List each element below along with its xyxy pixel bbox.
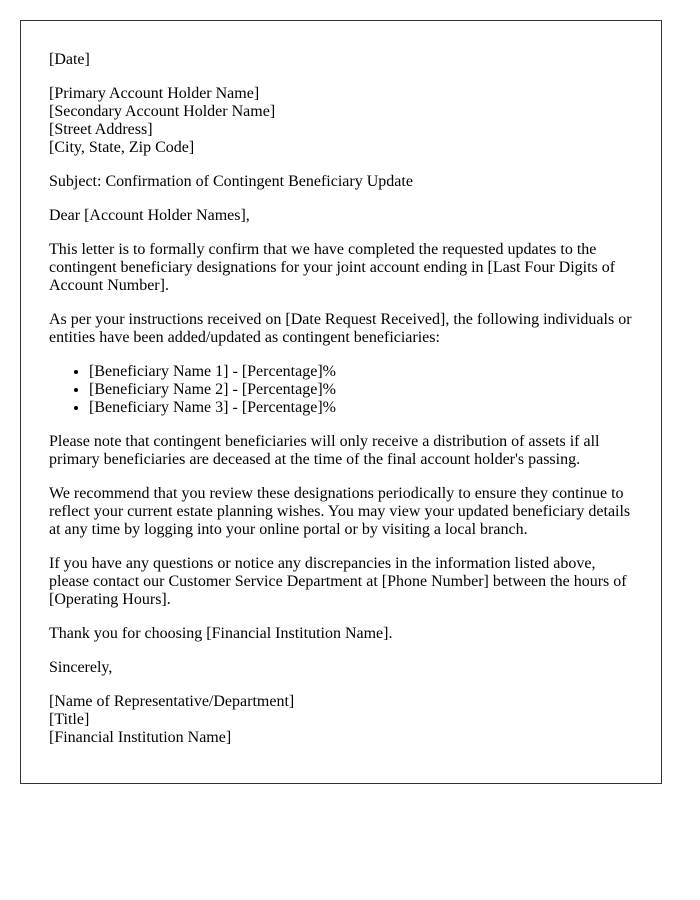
note-paragraph: Please note that contingent beneficiaries will only receive a distribution of assets if all primary beneficiaries are deceased at the time of the final account holder's passing. — [49, 433, 600, 468]
recommendation-paragraph: We recommend that you review these designations periodically to ensure they continue to reflect your current estate planning wishes. You may view your updated beneficiary details at any time by logging into your online portal or by visiting a local branch. — [49, 485, 631, 538]
closing: Sincerely, — [49, 659, 113, 676]
salutation: Dear [Account Holder Names], — [49, 207, 250, 224]
intro-paragraph: This letter is to formally confirm that we have completed the requested updates to the contingent beneficiary designations for your joint account ending in [Last Four Digits of Account Number]. — [49, 241, 616, 294]
recipient-address-block — [49, 85, 633, 157]
beneficiary-list-item: • [Beneficiary Name 1] - [Percentage]% — [89, 363, 633, 381]
signature-name: [Name of Representative/Department] — [49, 693, 295, 710]
secondary-account-holder: [Secondary Account Holder Name] — [49, 103, 276, 120]
instructions-paragraph: As per your instructions received on [Date Request Received], the following individuals or entities have been added/updated as contingent beneficiaries: — [49, 311, 632, 346]
letter-date: [Date] — [49, 51, 90, 68]
street-address: [Street Address] — [49, 121, 153, 138]
beneficiary-list-item: • [Beneficiary Name 2] - [Percentage]% — [89, 381, 633, 399]
city-state-zip: [City, State, Zip Code] — [49, 139, 195, 156]
thanks-paragraph: Thank you for choosing [Financial Institution Name]. — [49, 625, 393, 642]
beneficiary-list — [49, 363, 633, 417]
signature-title: [Title] — [49, 711, 90, 728]
subject-line: Subject: Confirmation of Contingent Beneficiary Update — [49, 173, 413, 190]
contact-paragraph: If you have any questions or notice any discrepancies in the information listed above, please contact our Customer Service Department at [Phone Number] between the hours of [Operating Hours]. — [49, 555, 627, 608]
primary-account-holder: [Primary Account Holder Name] — [49, 85, 260, 102]
letter-document — [20, 20, 662, 784]
signature-block — [49, 693, 633, 747]
beneficiary-list-item: • [Beneficiary Name 3] - [Percentage]% — [89, 399, 633, 417]
signature-institution: [Financial Institution Name] — [49, 729, 232, 746]
